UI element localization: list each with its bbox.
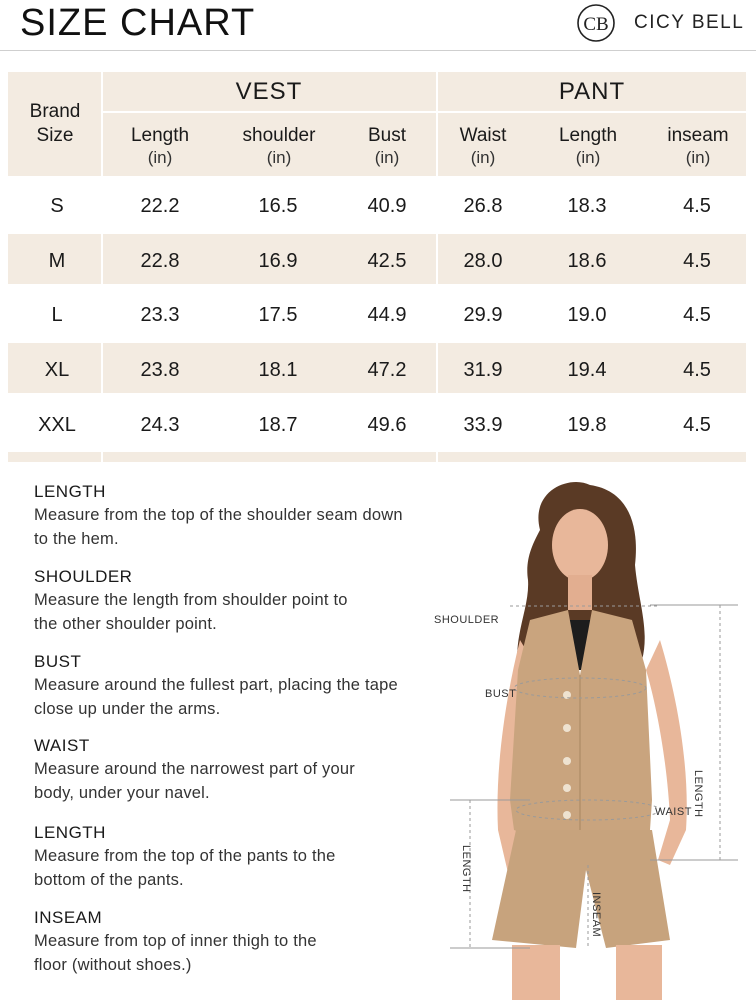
value-cell: 40.9 xyxy=(367,194,407,217)
measure-heading: SHOULDER xyxy=(34,567,133,586)
brand-logo-icon xyxy=(574,3,618,43)
measure-length xyxy=(34,481,474,551)
measure-heading: LENGTH xyxy=(34,823,106,842)
value-cell: 4.5 xyxy=(683,358,711,381)
value-cell: 18.3 xyxy=(567,194,607,217)
value-cell: 4.5 xyxy=(683,249,711,272)
page-title: SIZE CHART xyxy=(20,2,256,44)
measure-text: the other shoulder point. xyxy=(34,615,217,633)
measure-pant-length xyxy=(34,822,474,892)
value-cell: 19.4 xyxy=(567,358,607,381)
measure-text: Measure from the top of the shoulder seam down xyxy=(34,506,403,524)
value-cell: 28.0 xyxy=(463,249,503,272)
measure-heading: WAIST xyxy=(34,736,90,755)
brand-size-header: Brand Size xyxy=(29,101,81,146)
value-cell: 47.2 xyxy=(367,358,407,381)
size-cell: M xyxy=(48,249,66,272)
model-photo xyxy=(420,470,756,1000)
diagram-label-vest-length: LENGTH xyxy=(692,770,704,818)
value-cell: 16.9 xyxy=(258,249,298,272)
value-cell: 18.7 xyxy=(258,413,298,436)
value-cell: 4.5 xyxy=(683,413,711,436)
value-cell: 19.8 xyxy=(567,413,607,436)
measure-inseam xyxy=(34,907,474,977)
measure-text: Measure from top of inner thigh to the xyxy=(34,932,317,950)
column-header: Bust (in) xyxy=(367,125,407,167)
measure-bust xyxy=(34,651,474,721)
header xyxy=(0,0,756,51)
value-cell: 22.2 xyxy=(140,194,180,217)
value-cell: 42.5 xyxy=(367,249,407,272)
diagram-label-inseam: INSEAM xyxy=(590,892,602,938)
diagram-label-pant-length: LENGTH xyxy=(460,845,472,893)
measure-text: close up under the arms. xyxy=(34,700,221,718)
measure-shoulder xyxy=(34,566,474,636)
measure-text: floor (without shoes.) xyxy=(34,956,192,974)
value-cell: 33.9 xyxy=(463,413,503,436)
value-cell: 4.5 xyxy=(683,194,711,217)
value-cell: 23.3 xyxy=(140,303,180,326)
size-cell: S xyxy=(50,194,64,217)
value-cell: 31.9 xyxy=(463,358,503,381)
logo-monogram: CB xyxy=(583,14,609,35)
value-cell: 26.8 xyxy=(463,194,503,217)
column-header: inseam (in) xyxy=(667,125,729,167)
size-cell: L xyxy=(51,303,63,326)
size-cell: XL xyxy=(44,358,70,381)
column-header: Waist (in) xyxy=(459,125,507,167)
measure-heading: INSEAM xyxy=(34,908,103,927)
size-cell: XXL xyxy=(38,413,76,436)
value-cell: 17.5 xyxy=(258,303,298,326)
pant-group-header: PANT xyxy=(558,78,626,105)
measure-waist xyxy=(34,735,474,805)
diagram-label-shoulder: SHOULDER xyxy=(434,614,500,626)
measure-text: Measure around the fullest part, placing the tape xyxy=(34,676,398,694)
measure-text: to the hem. xyxy=(34,530,119,548)
value-cell: 16.5 xyxy=(258,194,298,217)
column-header: Length (in) xyxy=(558,125,618,167)
diagram-label-waist: WAIST xyxy=(655,806,692,818)
measure-heading: LENGTH xyxy=(34,482,106,501)
diagram-label-bust: BUST xyxy=(485,688,517,700)
measure-text: body, under your navel. xyxy=(34,784,210,802)
value-cell: 23.8 xyxy=(140,358,180,381)
value-cell: 29.9 xyxy=(463,303,503,326)
measure-text: bottom of the pants. xyxy=(34,871,184,889)
column-header: shoulder (in) xyxy=(242,125,316,167)
value-cell: 44.9 xyxy=(367,303,407,326)
measure-text: Measure the length from shoulder point to xyxy=(34,591,348,609)
value-cell: 18.6 xyxy=(567,249,607,272)
brand-name: CICY BELL xyxy=(634,12,745,33)
measure-heading: BUST xyxy=(34,652,82,671)
value-cell: 22.8 xyxy=(140,249,180,272)
measure-text: Measure from the top of the pants to the xyxy=(34,847,336,865)
table-bottom-band xyxy=(8,452,746,462)
value-cell: 24.3 xyxy=(140,413,180,436)
measure-text: Measure around the narrowest part of your xyxy=(34,760,355,778)
vest-group-header: VEST xyxy=(235,78,303,105)
value-cell: 4.5 xyxy=(683,303,711,326)
value-cell: 49.6 xyxy=(367,413,407,436)
column-header: Length (in) xyxy=(130,125,190,167)
value-cell: 18.1 xyxy=(258,358,298,381)
value-cell: 19.0 xyxy=(567,303,607,326)
